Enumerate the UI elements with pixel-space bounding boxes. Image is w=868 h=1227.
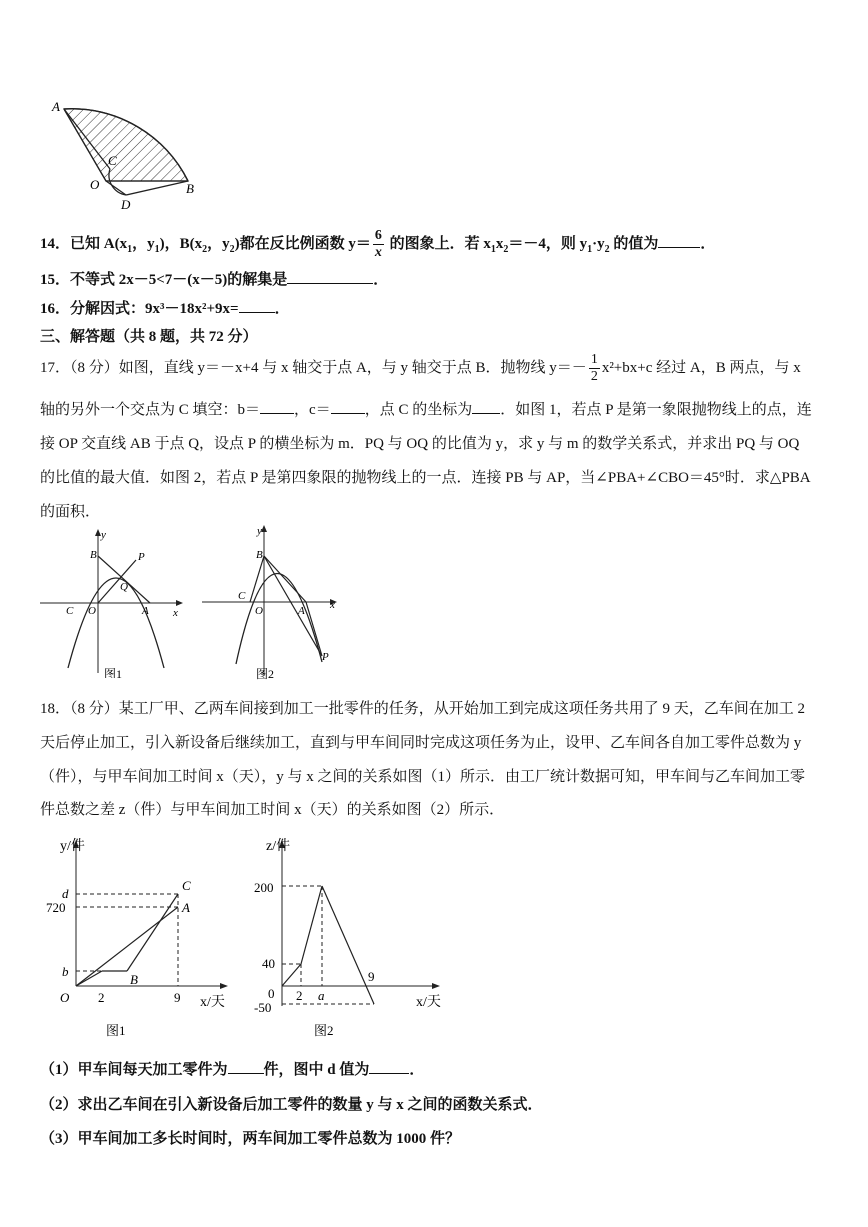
question-16: 16．分解因式：9x³－18x²+9x= ．	[40, 297, 290, 318]
value-200: 200	[254, 880, 274, 895]
point-P: P	[138, 551, 145, 563]
value-minus-50: -50	[254, 1000, 272, 1015]
q17-figure-2	[200, 524, 345, 680]
value-d: d	[62, 886, 69, 901]
point-C: C	[66, 605, 74, 617]
origin-0: 0	[268, 986, 275, 1001]
answer-blank-b[interactable]	[260, 399, 294, 414]
figure-caption: 图1	[106, 1023, 126, 1038]
answer-blank[interactable]	[287, 269, 373, 284]
axis-y: y	[101, 529, 106, 541]
answer-blank[interactable]	[228, 1059, 264, 1074]
label-D: D	[121, 197, 131, 212]
tick-2: 2	[296, 988, 303, 1003]
q18-figure-2	[240, 836, 445, 1044]
axis-z-label: z/件	[266, 839, 291, 854]
question-14: 14．已知 $A(x_1$，$y_1$)，$B(x_2$，$y_2$)都在反比例函数 y＝ $\frac{6}{x}$ 的图象上．若 $x_1x_2=-4$，则 $y_1\cdot y_2$ 的值为 ．	[40, 228, 716, 260]
question-18-line4: 件总数之差 z（件）与甲车间加工时间 x（天）的关系如图（2）所示．	[40, 802, 505, 818]
question-17-line2: 轴的另外一个交点为 C 填空：b＝ ，c＝ ，点 C 的坐标为 ．如图 1，若点 P 是第一象限抛物线上的点，连	[40, 398, 812, 419]
question-18-line2: 天后停止加工，引入新设备后继续加工，直到与甲车间同时完成这项任务为止，设甲、乙车间各自加工零件总数为 y	[40, 735, 802, 751]
answer-blank-c[interactable]	[331, 399, 365, 414]
question-18-sub1: （1）甲车间每天加工零件为 件，图中 d 值为 ．	[40, 1058, 424, 1079]
point-Q: Q	[120, 581, 128, 593]
point-C: C	[182, 878, 191, 893]
point-B: B	[256, 549, 263, 561]
origin-O: O	[60, 990, 70, 1005]
point-B: B	[130, 972, 138, 987]
point-B: B	[90, 549, 97, 561]
figure-caption: 图2	[314, 1023, 334, 1038]
label-A: A	[52, 99, 60, 114]
answer-blank-point-c[interactable]	[472, 399, 500, 414]
point-C: C	[238, 590, 246, 602]
point-O: O	[255, 605, 263, 617]
value-720: 720	[46, 900, 66, 915]
question-17-line3: 接 OP 交直线 AB 于点 Q，设点 P 的横坐标为 m．PQ 与 OQ 的比值为 y，求 y 与 m 的数学关系式，并求出 PQ 与 OQ	[40, 436, 800, 452]
fraction-1-over-2: $\frac{1}{2}$	[590, 352, 598, 384]
answer-blank[interactable]	[239, 298, 275, 313]
tick-9: 9	[174, 990, 181, 1005]
question-18-line1: 18．（8 分）某工厂甲、乙两车间接到加工一批零件的任务，从开始加工到完成这项任务共用了 9 天，乙车间在加工 2	[40, 701, 806, 717]
point-P: P	[322, 651, 329, 663]
point-A: A	[142, 605, 149, 617]
question-18-sub2: （2）求出乙车间在引入新设备后加工零件的数量 y 与 x 之间的函数关系式．	[40, 1097, 543, 1113]
question-18-sub3: （3）甲车间加工多长时间时，两车间加工零件总数为 1000 件？	[40, 1131, 461, 1147]
axis-x: x	[173, 607, 178, 619]
answer-blank[interactable]	[658, 233, 700, 248]
tick-a: a	[318, 988, 325, 1003]
question-17-line5: 的面积．	[40, 504, 101, 520]
axis-x-label: x/天	[200, 995, 225, 1010]
figure-caption: 图1	[104, 667, 123, 678]
q17-figure-1	[38, 528, 188, 678]
axis-x-label: x/天	[416, 995, 441, 1010]
q18-figure-1	[40, 836, 235, 1044]
axis-y: y	[257, 525, 262, 537]
q13-sector-figure	[48, 95, 208, 213]
value-b: b	[62, 964, 69, 979]
label-B: B	[186, 181, 194, 196]
axis-y-label: y/件	[60, 839, 85, 854]
section-3-title: 三、解答题（共 8 题，共 72 分）	[40, 329, 258, 345]
point-O: O	[88, 605, 96, 617]
question-18-line3: （件），与甲车间加工时间 x（天），y 与 x 之间的关系如图（1）所示．由工厂统计数据可知，甲车间与乙车间加工零	[40, 769, 806, 785]
figure-caption: 图2	[256, 667, 275, 680]
question-17-line4: 的比值的最大值．如图 2，若点 P 是第四象限的抛物线上的一点．连接 PB 与 AP，当∠PBA+∠CBO＝45°时．求△PBA	[40, 470, 811, 486]
point-A: A	[298, 605, 305, 617]
label-C: C	[108, 153, 117, 168]
value-40: 40	[262, 956, 275, 971]
label-O: O	[90, 177, 100, 192]
tick-9: 9	[368, 969, 375, 984]
tick-2: 2	[98, 990, 105, 1005]
question-17-line1: 17．（8 分）如图，直线 y＝－x+4 与 x 轴交于点 A，与 y 轴交于点 B．抛物线 y＝－ $\frac{1}{2}$ x²+bx+c 经过 A，B 两点，与 x	[40, 352, 801, 384]
answer-blank[interactable]	[369, 1059, 409, 1074]
question-15: 15．不等式 2x－5<7－(x－5)的解集是 ．	[40, 268, 388, 289]
axis-x: x	[330, 599, 335, 611]
point-A: A	[182, 900, 190, 915]
fraction-6-over-x: $\frac{6}{x}$	[374, 228, 382, 260]
